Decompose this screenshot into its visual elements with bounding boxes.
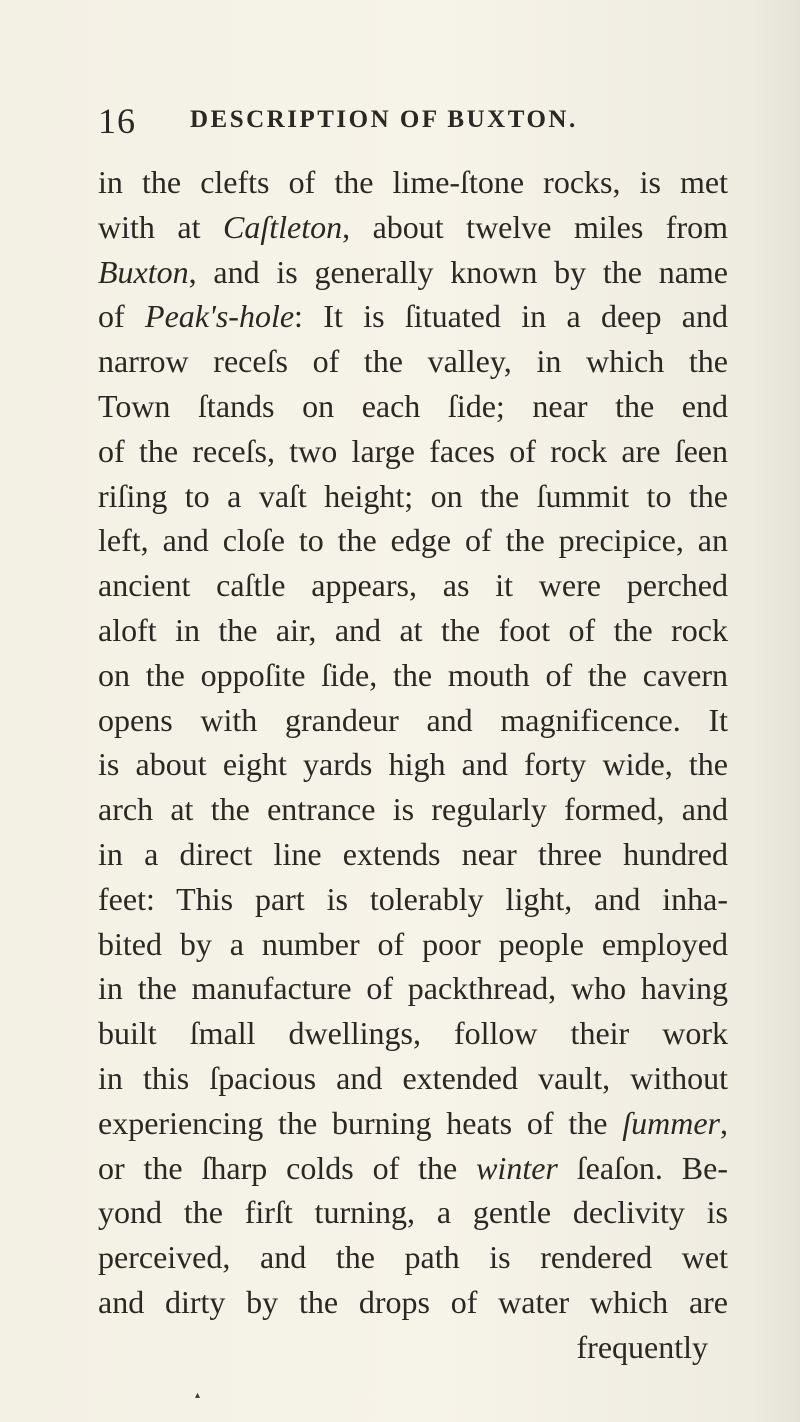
place-name-peaks-hole: Peak's-hole [145, 298, 295, 335]
text-line: ancient caſtle appears, as it were perched [98, 567, 728, 604]
catchword: frequently [576, 1328, 708, 1365]
text-line: aloft in the air, and at the foot of the rock [98, 611, 728, 648]
text-line: is about eight yards high and forty wide, the [98, 746, 728, 783]
text-line: with at Caſtleton, about twelve miles from [98, 208, 729, 245]
running-title: DESCRIPTION OF BUXTON. [190, 106, 578, 133]
text-line: in this ſpacious and extended vault, without [98, 1059, 728, 1096]
text-line: feet: This part is tolerably light, and inha- [98, 880, 728, 917]
text-line: perceived, and the path is rendered wet [98, 1239, 728, 1276]
page-number: 16 [98, 101, 136, 141]
place-name-castleton: Caſtleton [222, 208, 343, 245]
text-line: experiencing the burning heats of the ſummer, [98, 1104, 728, 1141]
signature-dot-mark: ▴ [195, 1390, 201, 1401]
text-line: riſing to a vaſt height; on the ſummit to the [98, 477, 728, 514]
place-name-buxton: Buxton [98, 253, 189, 290]
text-line: opens with grandeur and magnificence. It [98, 701, 728, 738]
running-head [98, 100, 718, 150]
text-line: in a direct line extends near three hundred [98, 835, 728, 872]
text-line: Town ſtands on each ſide; near the end [98, 387, 728, 424]
season-summer: ſummer [622, 1104, 720, 1141]
text-line: narrow receſs of the valley, in which the [98, 343, 728, 380]
text-line: in the manufacture of packthread, who having [98, 970, 728, 1007]
text-line: yond the firſt turning, a gentle declivity is [98, 1194, 728, 1231]
text-line: and dirty by the drops of water which are [98, 1283, 728, 1320]
body-text [98, 160, 728, 1370]
text-line: Buxton, and is generally known by the name [98, 253, 728, 290]
text-line: on the oppoſite ſide, the mouth of the cavern [98, 656, 728, 693]
text-line: bited by a number of poor people employed [98, 925, 728, 962]
text-line: of Peak's-hole: It is ſituated in a deep and [98, 298, 729, 335]
text-line: or the ſharp colds of the winter ſeaſon. Be- [98, 1149, 729, 1186]
text-line: built ſmall dwellings, follow their work [98, 1015, 728, 1052]
text-line: of the receſs, two large faces of rock are ſeen [98, 432, 728, 469]
text-line: arch at the entrance is regularly formed, and [98, 791, 728, 828]
season-winter: winter [476, 1149, 558, 1186]
text-line: left, and cloſe to the edge of the precipice, an [98, 522, 728, 559]
text-line: in the clefts of the lime-ſtone rocks, is met [98, 164, 728, 200]
